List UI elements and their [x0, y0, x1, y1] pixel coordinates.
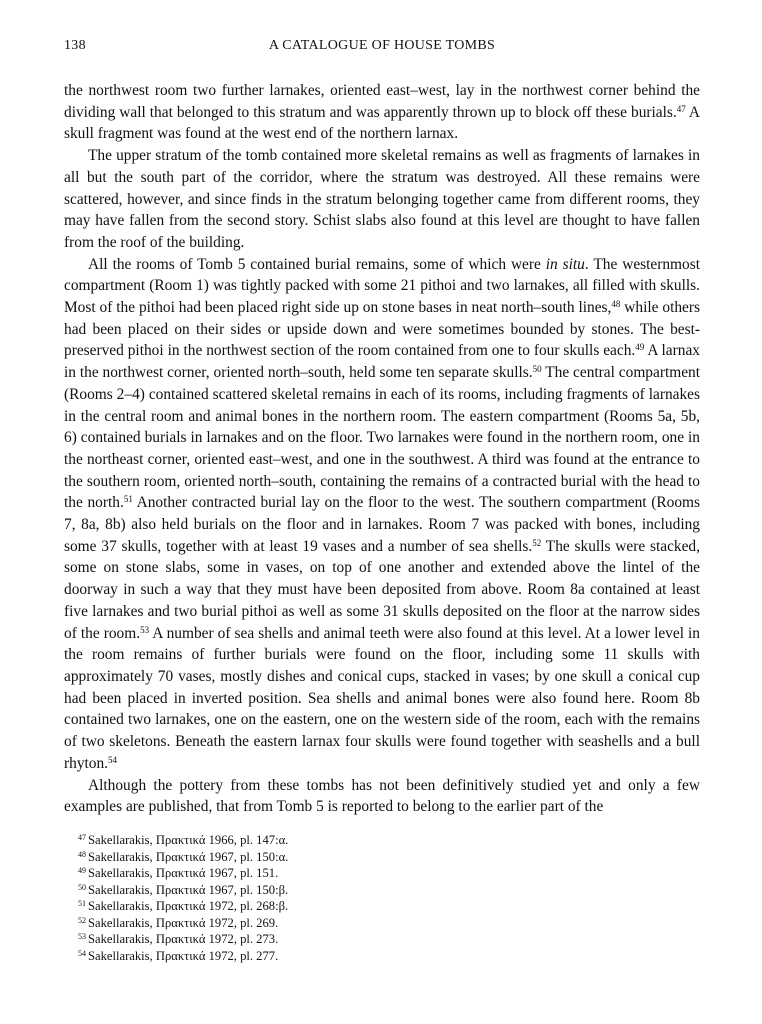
footnote-text: Sakellarakis, Πρακτικά 1972, pl. 277. — [88, 949, 279, 964]
footnote-marker: 47 — [676, 103, 686, 114]
footnote — [78, 948, 700, 965]
footnote — [78, 832, 700, 849]
text-run: All the rooms of Tomb 5 contained burial remains, some of which were — [88, 255, 546, 273]
page-number: 138 — [64, 38, 86, 53]
footnote — [78, 882, 700, 899]
footnote — [78, 849, 700, 866]
footnote-marker: 52 — [532, 537, 542, 548]
footnote-marker: 49 — [635, 342, 645, 353]
italic-text: in situ — [545, 255, 585, 273]
footnote-number: 54 — [78, 949, 86, 959]
footnote-text: Sakellarakis, Πρακτικά 1972, pl. 273. — [88, 932, 279, 947]
book-page — [64, 38, 700, 965]
text-run: Although the pottery from these tombs has not been definitively studied yet and only a few examples are published, that from Tomb 5 is reported to belong to the earlier part of the — [64, 776, 700, 816]
text-run: Another contracted burial lay on the floor to the west. The southern compartment (Rooms 7, 8a, 8b) also held burials on the floor and in larnakes. Room 7 was packed with bones, including some 37 skulls, together with at least 19 vases and a number of sea shells. — [64, 494, 700, 555]
body-text — [64, 80, 700, 818]
paragraph — [64, 80, 700, 145]
text-run: The skulls were stacked, some on stone slabs, some in vases, on top of one another and extended above the lintel of the doorway in such a way that they must have been deposited from above. Room 8a contained at least five larnakes and two burial pithoi as well as some 31 skulls deposited on the floor at the narrow sides of the room. — [64, 537, 700, 642]
text-run: while others had been placed on their sides or upside down and were sometimes bounded by stones. The best-preserved pithoi in the northwest section of the room contained from one to four skulls each. — [64, 299, 700, 360]
text-run: . The westernmost compartment (Room 1) was tightly packed with some 21 pithoi and two larnakes, all filled with skulls. Most of the pithoi had been placed right side up on stone bases in neat north–south lines, — [64, 255, 700, 317]
footnote-number: 47 — [78, 832, 86, 842]
footnote-marker: 51 — [123, 494, 133, 505]
footnote-text: Sakellarakis, Πρακτικά 1967, pl. 150:α. — [88, 849, 289, 864]
text-run: A larnax in the northwest corner, oriented north–south, held some ten separate skulls. — [64, 342, 700, 382]
footnote-number: 48 — [78, 849, 86, 859]
footnote — [78, 915, 700, 932]
text-run: A skull fragment was found at the west end of the northern larnax. — [64, 103, 700, 143]
footnote-number: 53 — [78, 932, 86, 942]
footnote-marker: 50 — [532, 364, 542, 375]
paragraph — [64, 775, 700, 818]
footnote-number: 50 — [78, 882, 86, 892]
text-run: The upper stratum of the tomb contained more skeletal remains as well as fragments of larnakes in all but the south part of the corridor, where the stratum was destroyed. All these remains were scattered, however, and since finds in the stratum belonging together came from different rooms, they may have fallen from the second story. Schist slabs also found at this level are thought to have fallen from the roof of the building. — [64, 147, 700, 251]
footnote-marker: 48 — [611, 299, 621, 310]
footnote-number: 51 — [78, 899, 86, 909]
footnote-marker: 53 — [140, 624, 150, 635]
footnote-marker: 54 — [108, 754, 118, 765]
footnote — [78, 898, 700, 915]
paragraph — [64, 145, 700, 254]
footnote-number: 52 — [78, 915, 86, 925]
footnote-text: Sakellarakis, Πρακτικά 1966, pl. 147:α. — [88, 832, 289, 847]
footnote-text: Sakellarakis, Πρακτικά 1967, pl. 150:β. — [88, 882, 289, 897]
text-run: The central compartment (Rooms 2–4) contained scattered skeletal remains in each of its rooms, including fragments of larnakes in the central room and animal bones in the northern room. The eastern compartment (Rooms 5a, 5b, 6) contained burials in larnakes and on the floor. Two larnakes were found in the northern room, one in the northeast corner, oriented east–west, and one in the southwest. A third was found at the entrance to the southern room, oriented north–south, containing the remains of a contracted burial with the head to the north. — [64, 364, 700, 512]
footnote — [78, 865, 700, 882]
footnote-text: Sakellarakis, Πρακτικά 1972, pl. 269. — [88, 915, 279, 930]
paragraph — [64, 254, 700, 775]
footnote-text: Sakellarakis, Πρακτικά 1967, pl. 151. — [88, 866, 279, 881]
running-title: A CATALOGUE OF HOUSE TOMBS — [268, 38, 496, 53]
footnote — [78, 931, 700, 948]
text-run: A number of sea shells and animal teeth were also found at this level. At a lower level in the room remains of further burials were found on the floor, including some 11 skulls with approximately 70 vases, mostly dishes and conical cups, stacked in vases; by one skull a conical cup had been placed in inverted position. Sea shells and animal bones were also found here. Room 8b contained two larnakes, one on the eastern, one on the western side of the room, each with the remains of two skeletons. Beneath the eastern larnax four skulls were found together with seashells and a bull rhyton. — [64, 624, 700, 772]
footnote-text: Sakellarakis, Πρακτικά 1972, pl. 268:β. — [88, 899, 289, 914]
running-head — [64, 38, 700, 60]
footnote-number: 49 — [78, 866, 86, 876]
footnotes — [64, 832, 700, 965]
text-run: the northwest room two further larnakes, oriented east–west, lay in the northwest corner behind the dividing wall that belonged to this stratum and was apparently thrown up to block off these burials. — [64, 82, 700, 121]
